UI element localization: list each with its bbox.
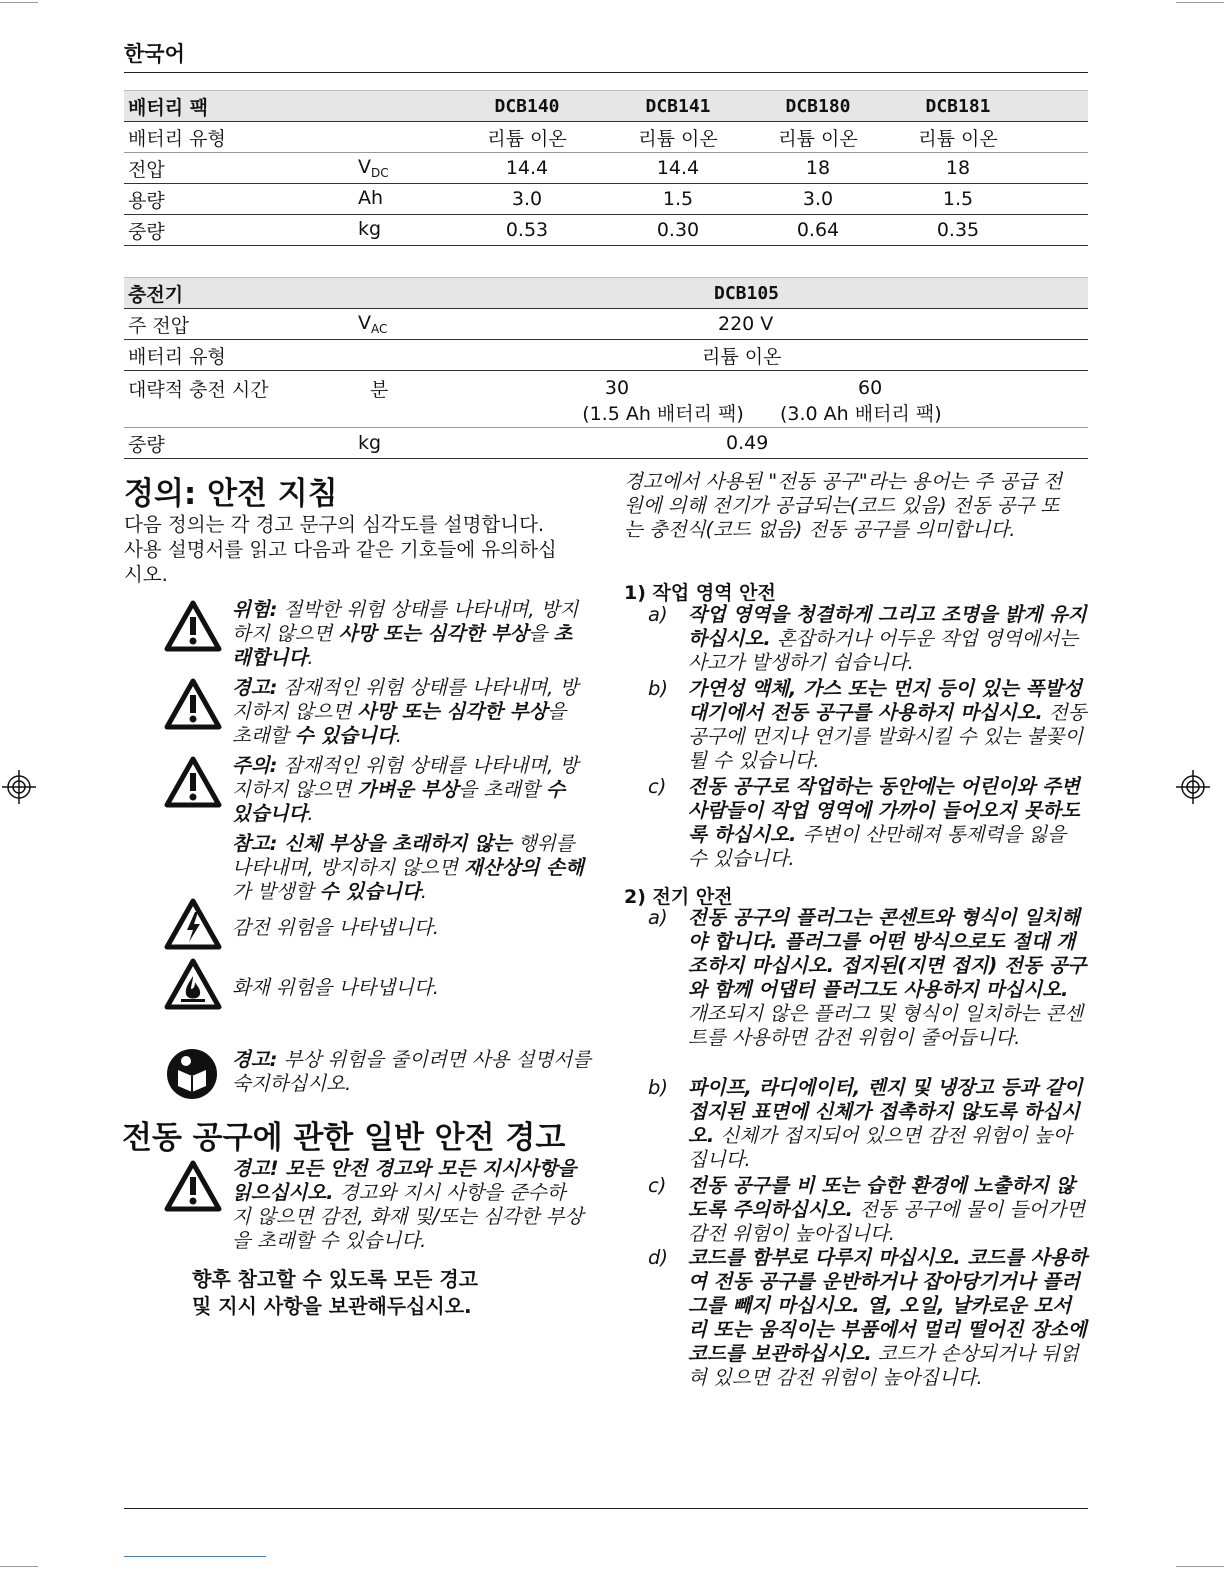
table-cell: 0.49 xyxy=(464,428,1088,459)
fire-definition: 화재 위험을 나타냅니다. xyxy=(232,976,439,999)
header-rule xyxy=(124,72,1088,73)
section-title: 2) 전기 안전 xyxy=(624,886,733,908)
save-instructions xyxy=(192,1266,478,1320)
charge-time-value: 30 xyxy=(604,377,630,399)
charge-time-value: 60 xyxy=(858,377,883,399)
shock-definition: 감전 위험을 나타냅니다. xyxy=(232,916,439,939)
crop-mark xyxy=(0,1566,38,1567)
work-area-safety-list: a) 작업 영역을 청결하게 그리고 조명을 밝게 유지하십시오. 혼잡하거나 어두운 작업 영역에서는 사고가 발생하기 쉽습니다. b) 가연성 액체, 가스 또는 먼지 등이 있는 폭발성 대기에서 전동 공구를 사용하지 마십시오. 전동 공구에 먼지나 연기를 발화시킬 수 있는 불꽃이 튈 수 있습니다. c) 전동 공구로 작업하는 동안에는 어린이와 주변 사람들이 작업 영역에 가까이 들어오지 못하도록 하십시오. 주변이 산만해져 통제력을 잃을 수 있습니다. xyxy=(648,603,1087,870)
footer-link-line xyxy=(124,1556,266,1557)
table-cell: 리튬 이온 xyxy=(766,122,870,153)
row-label: 배터리 유형 xyxy=(124,340,354,371)
table-row xyxy=(124,340,1088,371)
registration-mark-icon xyxy=(2,770,36,804)
table-row xyxy=(124,153,1088,184)
table-cell: 0.35 xyxy=(870,215,1046,246)
charger-spec-table xyxy=(124,277,1088,459)
definitions-heading: 정의: 안전 지침 xyxy=(124,476,338,512)
registration-mark-icon xyxy=(1176,770,1210,804)
row-label: 대략적 충전 시간 xyxy=(124,371,354,428)
row-label: 중량 xyxy=(124,428,354,459)
table-header-row xyxy=(124,278,1088,309)
table-cell: 3.0 xyxy=(464,184,590,215)
table-cell: 리튬 이온 xyxy=(590,122,766,153)
table-cell: 220 V xyxy=(464,309,1088,340)
electrical-safety-list: a) 전동 공구의 플러그는 콘센트와 형식이 일치해야 합니다. 플러그를 어떤 방식으로도 절대 개조하지 마십시오. 접지된(지면 접지) 전동 공구와 함께 어댑터 플러그도 사용하지 마십시오. 개조되지 않은 플러그 및 형식이 일치하는 콘센트를 사용하면 감전 위험이 줄어듭니다. b) 파이프, 라디에이터, 렌지 및 냉장고 등과 같이 접지된 표면에 신체가 접촉하지 않도록 하십시오. 신체가 접지되어 있으면 감전 위험이 높아집니다. c) 전동 공구를 비 또는 습한 환경에 노출하지 않도록 주의하십시오. 전동 공구에 물이 들어가면 감전 위험이 높아집니다. d) 코드를 함부로 다루지 마십시오. 코드를 사용하여 전동 공구를 운반하거나 잡아당기거나 플러그를 빼지 마십시오. 열, 오일, 날카로운 모서리 또는 움직이는 부품에서 멀리 떨어진 장소에 코드를 보관하십시오. 코드가 손상되거나 뒤얽혀 있으면 감전 위험이 높아집니다. xyxy=(648,906,1088,1389)
table-row xyxy=(124,215,1088,246)
warning-triangle-icon xyxy=(164,1160,222,1212)
table-cell: 18 xyxy=(870,153,1046,184)
read-manual-icon xyxy=(166,1048,218,1100)
table-cell: 0.53 xyxy=(464,215,590,246)
table-cell xyxy=(754,371,1088,428)
table-cell: 1.5 xyxy=(590,184,766,215)
danger-definition: 위험: 절박한 위험 상태를 나타내며, 방지하지 않으면 사망 또는 심각한 부상을 초래합니다. xyxy=(232,598,579,669)
notice-definition: 참고: 신체 부상을 초래하지 않는 행위를 나타내며, 방지하지 않으면 재산상의 손해가 발생할 수 있습니다. xyxy=(232,832,584,903)
caution-triangle-icon xyxy=(164,756,222,808)
model-label: DCB180 xyxy=(766,91,870,122)
row-unit: $V_{AC}$ xyxy=(354,309,464,340)
table-cell: 18 xyxy=(766,153,870,184)
electric-shock-icon xyxy=(164,898,222,950)
power-tool-definition: 경고에서 사용된 "전동 공구"라는 용어는 주 공급 전원에 의해 전기가 공급되는(코드 있음) 전동 공구 또는 충전식(코드 없음) 전동 공구를 의미합니다. xyxy=(624,470,1063,541)
table-cell xyxy=(464,371,754,428)
table-header-row xyxy=(124,91,1088,122)
charge-time-note: (3.0 Ah 배터리 팩) xyxy=(780,403,942,425)
crop-mark xyxy=(0,2,38,3)
definitions-intro: 다음 정의는 각 경고 문구의 심각도를 설명합니다. 사용 설명서를 읽고 다음과 같은 기호들에 유의하십시오. xyxy=(124,513,557,586)
table-cell: 0.64 xyxy=(766,215,870,246)
row-label: 중량 xyxy=(124,215,354,246)
warning-triangle-icon xyxy=(164,600,222,652)
battery-spec-table xyxy=(124,90,1088,246)
row-unit: kg xyxy=(354,428,464,459)
language-heading: 한국어 xyxy=(124,42,185,66)
row-label: 전압 xyxy=(124,153,354,184)
table-cell: 리튬 이온 xyxy=(464,122,590,153)
row-unit: Ah xyxy=(354,184,464,215)
model-label: DCB141 xyxy=(590,91,766,122)
table-cell: 14.4 xyxy=(464,153,590,184)
row-label: 배터리 유형 xyxy=(124,122,354,153)
save-line: 및 지시 사항을 보관해두십시오. xyxy=(192,1294,472,1318)
table-cell: 14.4 xyxy=(590,153,766,184)
row-unit: $V_{DC}$ xyxy=(354,153,464,184)
warning-definition: 경고: 잠재적인 위험 상태를 나타내며, 방지하지 않으면 사망 또는 심각한 부상을 초래할 수 있습니다. xyxy=(232,676,579,747)
charger-table-title: 충전기 xyxy=(124,278,464,309)
table-row xyxy=(124,309,1088,340)
table-cell: 0.30 xyxy=(590,215,766,246)
charge-time-note: (1.5 Ah 배터리 팩) xyxy=(582,403,744,425)
manual-definition: 경고: 부상 위험을 줄이려면 사용 설명서를 숙지하십시오. xyxy=(232,1048,592,1095)
caution-definition: 주의: 잠재적인 위험 상태를 나타내며, 방지하지 않으면 가벼운 부상을 초래할 수 있습니다. xyxy=(232,754,579,825)
table-row xyxy=(124,428,1088,459)
table-row xyxy=(124,371,1088,428)
row-label: 주 전압 xyxy=(124,309,354,340)
section-title: 1) 작업 영역 안전 xyxy=(624,582,776,604)
general-warning: 경고! 모든 안전 경고와 모든 지시사항을 읽으십시오. 경고와 지시 사항을 준수하지 않으면 감전, 화재 및/또는 심각한 부상을 초래할 수 있습니다. xyxy=(232,1157,584,1252)
charger-model: DCB105 xyxy=(464,278,1088,309)
table-cell: 3.0 xyxy=(766,184,870,215)
fire-hazard-icon xyxy=(164,958,222,1010)
general-safety-heading: 전동 공구에 관한 일반 안전 경고 xyxy=(122,1120,566,1156)
crop-mark xyxy=(1176,2,1224,3)
row-label: 용량 xyxy=(124,184,354,215)
row-unit xyxy=(354,122,464,153)
table-cell: 리튬 이온 xyxy=(464,340,1088,371)
crop-mark xyxy=(1176,1566,1224,1567)
table-row xyxy=(124,184,1088,215)
model-label: DCB140 xyxy=(464,91,590,122)
battery-table-title: 배터리 팩 xyxy=(124,91,464,122)
save-line: 향후 참고할 수 있도록 모든 경고 xyxy=(192,1267,478,1291)
table-cell: 리튬 이온 xyxy=(870,122,1046,153)
table-cell: 1.5 xyxy=(870,184,1046,215)
model-label: DCB181 xyxy=(870,91,1046,122)
footer-rule xyxy=(124,1508,1088,1509)
row-unit: 분 xyxy=(354,371,464,428)
warning-triangle-icon xyxy=(164,678,222,730)
table-row xyxy=(124,122,1088,153)
row-unit: kg xyxy=(354,215,464,246)
